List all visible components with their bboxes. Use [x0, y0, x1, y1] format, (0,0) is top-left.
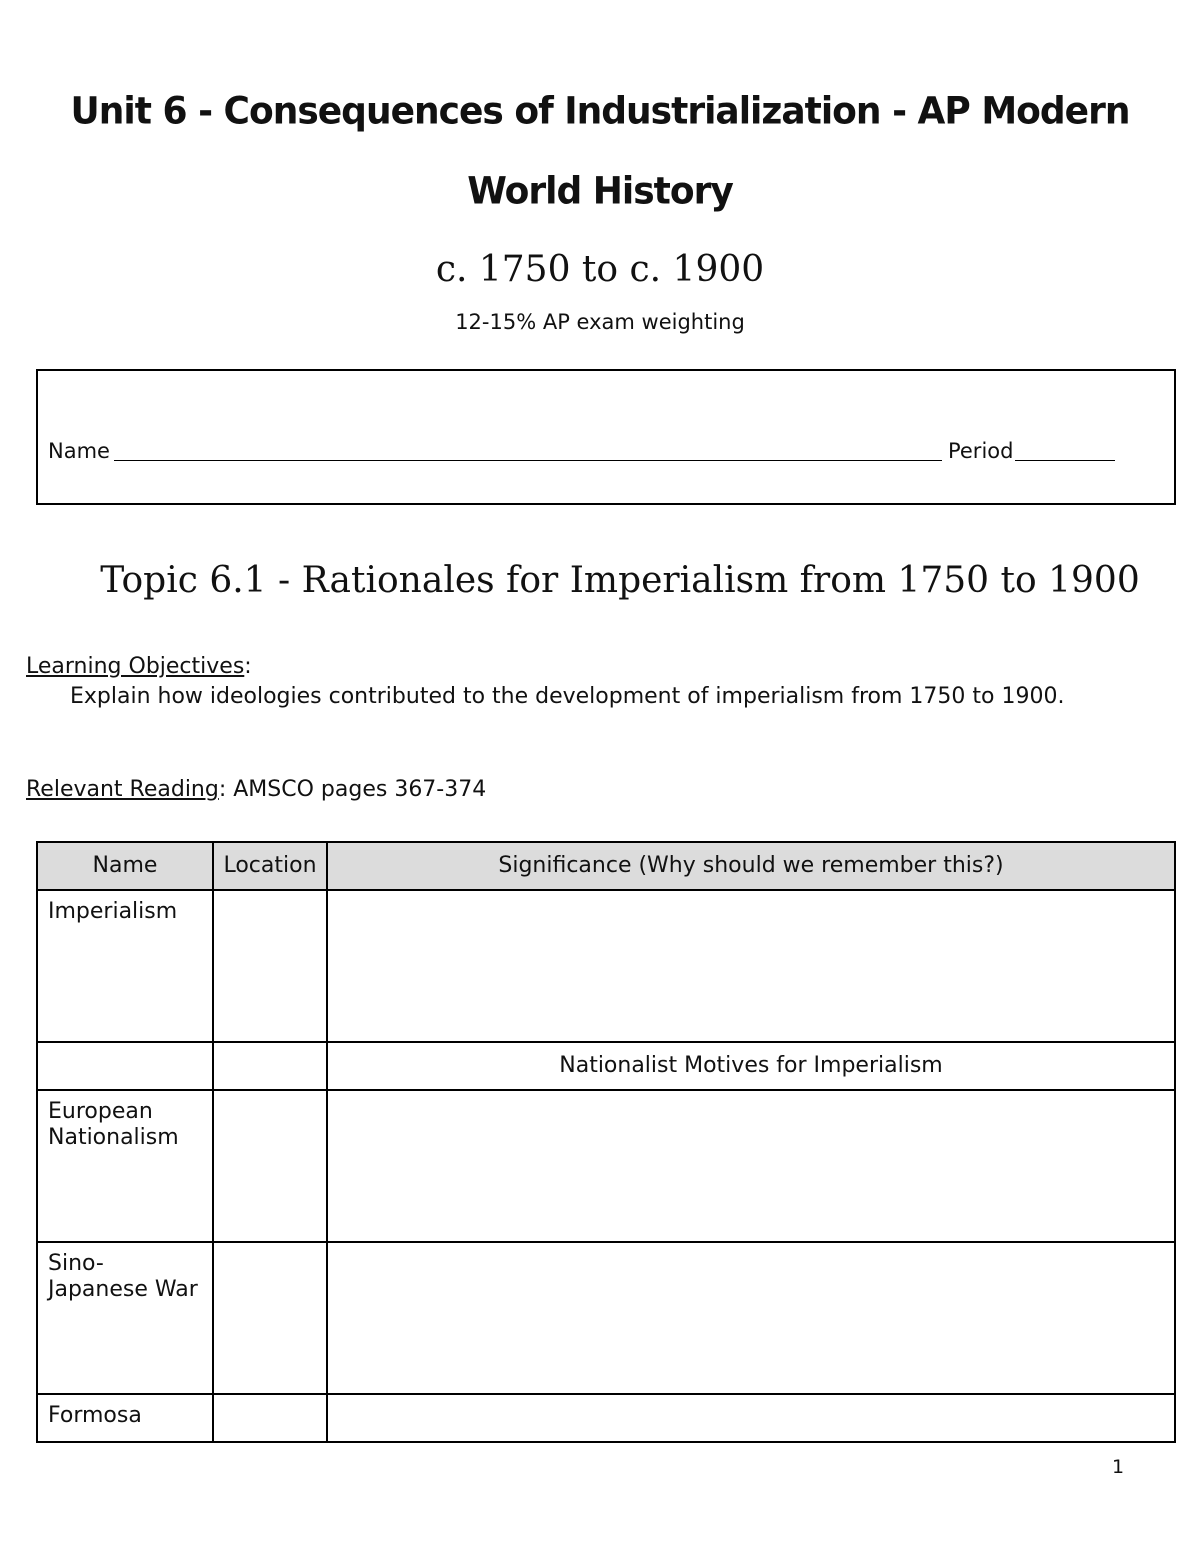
name-box	[36, 369, 1176, 505]
table-row	[37, 1242, 1175, 1394]
section-heading-cell: Nationalist Motives for Imperialism	[327, 1042, 1175, 1090]
cell-name: Formosa	[37, 1394, 213, 1442]
header-location: Location	[213, 842, 327, 890]
cell-name: European Nationalism	[37, 1090, 213, 1242]
cell-location[interactable]	[213, 1090, 327, 1242]
cell-significance[interactable]	[327, 1394, 1175, 1442]
relevant-reading	[26, 775, 486, 805]
cell-significance[interactable]	[327, 1090, 1175, 1242]
table-row	[37, 1394, 1175, 1442]
exam-weighting: 12-15% AP exam weighting	[455, 310, 745, 334]
cell-location	[213, 1042, 327, 1090]
cell-name: Sino-Japanese War	[37, 1242, 213, 1394]
topic-title: Topic 6.1 - Rationales for Imperialism from 1750 to 1900	[100, 560, 1140, 601]
header-name: Name	[37, 842, 213, 890]
learning-objectives-label: Learning Objectives	[26, 654, 245, 679]
cell-location[interactable]	[213, 1394, 327, 1442]
cell-name	[37, 1042, 213, 1090]
table-header-row	[37, 842, 1175, 890]
period-label: Period	[947, 439, 1014, 463]
relevant-reading-label: Relevant Reading	[26, 777, 219, 802]
cell-significance[interactable]	[327, 890, 1175, 1042]
table-row	[37, 890, 1175, 1042]
learning-objectives-colon: :	[244, 654, 252, 679]
cell-location[interactable]	[213, 1242, 327, 1394]
name-line	[48, 437, 1115, 465]
page-number: 1	[1112, 1456, 1125, 1478]
table-row	[37, 1090, 1175, 1242]
document-title: Unit 6 - Consequences of Industrialization - AP Modern World History	[70, 90, 1130, 213]
relevant-reading-text: : AMSCO pages 367-374	[218, 777, 487, 802]
period-blank[interactable]	[1015, 440, 1115, 461]
learning-objectives-heading	[26, 652, 252, 682]
table-row	[37, 1042, 1175, 1090]
name-blank[interactable]	[114, 440, 942, 461]
learning-objective-text: Explain how ideologies contributed to the development of imperialism from 1750 to 1900.	[70, 684, 1065, 709]
header-significance: Significance (Why should we remember this?)	[327, 842, 1175, 890]
vocabulary-table	[36, 841, 1176, 1443]
date-range: c. 1750 to c. 1900	[435, 249, 765, 290]
name-label: Name	[48, 439, 110, 463]
cell-significance[interactable]	[327, 1242, 1175, 1394]
cell-location[interactable]	[213, 890, 327, 1042]
cell-name: Imperialism	[37, 890, 213, 1042]
